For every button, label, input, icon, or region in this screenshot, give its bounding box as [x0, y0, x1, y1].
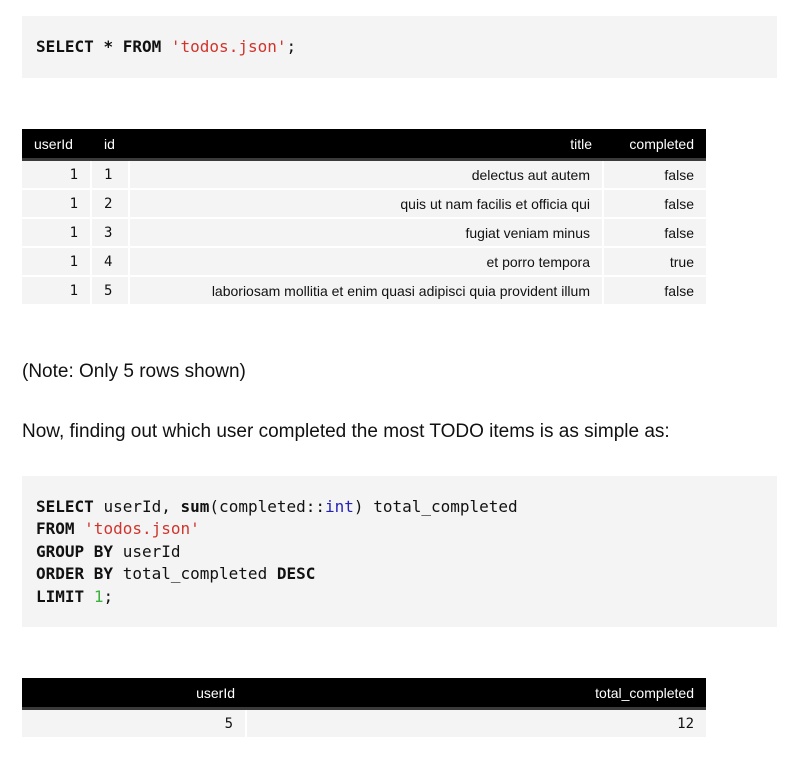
sql-string: 'todos.json': [170, 37, 287, 56]
table-cell: 12: [247, 710, 706, 739]
note-text: (Note: Only 5 rows shown): [22, 361, 246, 382]
sql-type: int: [325, 497, 354, 516]
sql-expression: ) total_completed: [353, 497, 518, 516]
table-cell: fugiat veniam minus: [130, 219, 604, 248]
sql-punct: ;: [103, 586, 114, 606]
table-cell: 5: [92, 277, 130, 306]
sql-keyword: SELECT: [36, 497, 94, 516]
table-cell: 1: [22, 161, 92, 190]
column-header: id: [92, 129, 130, 161]
table-header-row: [22, 129, 706, 161]
table-cell: quis ut nam facilis et officia qui: [130, 190, 604, 219]
sql-string: 'todos.json': [84, 519, 200, 539]
column-header: completed: [604, 129, 706, 161]
sql-expression: (completed::: [209, 497, 326, 516]
code-block-query-1: [22, 16, 777, 78]
sql-number: 1: [93, 586, 104, 606]
column-header: title: [130, 129, 604, 161]
table-cell: 3: [92, 219, 130, 248]
sql-keyword: FROM: [36, 519, 75, 539]
sql-identifier: userId,: [103, 497, 171, 516]
intro-text: Now, finding out which user completed the most TODO items is as simple as:: [22, 421, 670, 442]
table-cell: 1: [22, 190, 92, 219]
code-line: [36, 541, 763, 563]
code-line: [36, 586, 763, 608]
result-table-todos: [22, 129, 706, 306]
table-row: [22, 219, 706, 248]
column-header: userId: [22, 678, 247, 710]
table-cell: true: [604, 248, 706, 277]
column-header: total_completed: [247, 678, 706, 710]
sql-function: sum: [180, 497, 210, 516]
table-cell: 2: [92, 190, 130, 219]
table-cell: et porro tempora: [130, 248, 604, 277]
code-line: [36, 563, 763, 585]
table-cell: false: [604, 161, 706, 190]
table-cell: false: [604, 277, 706, 306]
sql-keyword: LIMIT: [36, 586, 85, 606]
code-line: [36, 36, 763, 58]
table-cell: 1: [22, 219, 92, 248]
result-table-top-user: [22, 678, 706, 739]
table-cell: 4: [92, 248, 130, 277]
sql-identifier: userId: [122, 541, 181, 561]
table-cell: 1: [22, 248, 92, 277]
sql-keyword: ORDER BY: [36, 564, 114, 584]
table-cell: delectus aut autem: [130, 161, 604, 190]
table-row: [22, 710, 706, 739]
sql-keyword: FROM: [122, 37, 162, 56]
column-header: userId: [22, 129, 92, 161]
sql-punct: ;: [286, 37, 297, 56]
table-cell: 5: [22, 710, 247, 739]
sql-keyword: GROUP BY: [36, 541, 114, 561]
code-line: [36, 496, 763, 518]
sql-keyword: DESC: [276, 564, 316, 584]
table-row: [22, 161, 706, 190]
table-row: [22, 190, 706, 219]
table-cell: false: [604, 190, 706, 219]
table-header-row: [22, 678, 706, 710]
table-cell: laboriosam mollitia et enim quasi adipisci quia provident illum: [130, 277, 604, 306]
code-block-query-2: [22, 476, 777, 627]
sql-keyword: SELECT: [36, 37, 94, 56]
sql-identifier: total_completed: [122, 564, 268, 584]
table-cell: 1: [92, 161, 130, 190]
code-line: [36, 518, 763, 540]
table-cell: 1: [22, 277, 92, 306]
table-row: [22, 248, 706, 277]
table-row: [22, 277, 706, 306]
sql-star: *: [103, 37, 114, 56]
table-cell: false: [604, 219, 706, 248]
